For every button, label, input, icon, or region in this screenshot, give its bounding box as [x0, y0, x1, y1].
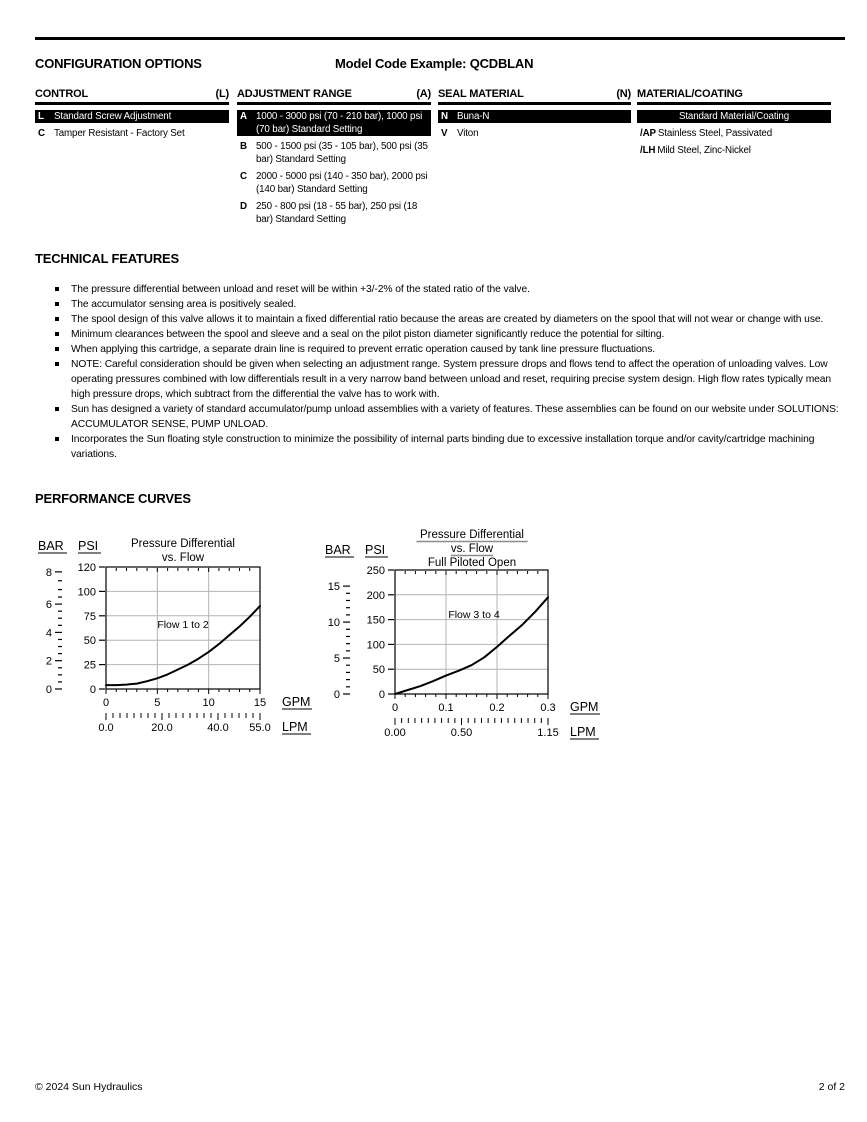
- gpm-tick-label: 0.2: [489, 702, 505, 714]
- option-label: Viton: [457, 128, 479, 139]
- column-title: MATERIAL/COATING: [637, 88, 743, 100]
- feature-bullet: [55, 282, 850, 297]
- config-column-material-coating: [637, 88, 831, 161]
- option-code: C: [38, 128, 45, 139]
- bar-unit-label: BAR: [325, 543, 351, 557]
- psi-tick-label: 150: [366, 614, 385, 627]
- option-code: L: [38, 111, 44, 122]
- option-label: Buna-N: [457, 111, 490, 122]
- column-code-letter: (A): [416, 88, 431, 100]
- feature-bullet: [55, 432, 850, 462]
- gpm-tick-label: 5: [154, 697, 161, 709]
- config-option-d: [237, 200, 431, 226]
- config-option-c: [237, 170, 431, 196]
- config-option-v: [438, 127, 631, 140]
- square-bullet-icon: [55, 347, 59, 351]
- psi-tick-label: 200: [366, 589, 385, 602]
- top-divider: [35, 37, 845, 40]
- psi-tick-label: 120: [77, 562, 96, 574]
- curve-label: Flow 1 to 2: [157, 619, 209, 631]
- psi-tick-label: 50: [83, 635, 96, 648]
- lpm-tick-label: 0.0: [98, 722, 114, 734]
- config-column-adjustment-range: [237, 88, 431, 230]
- lpm-tick-label: 1.15: [537, 727, 559, 739]
- psi-tick-label: 50: [372, 664, 385, 677]
- pressure-differential-vs-flow-chart: [30, 528, 322, 742]
- config-option-ap: [637, 127, 831, 140]
- psi-tick-label: 100: [366, 639, 385, 652]
- psi-tick-label: 75: [83, 610, 96, 623]
- feature-bullet: [55, 357, 850, 402]
- psi-tick-label: 0: [378, 689, 385, 701]
- option-label: 1000 - 3000 psi (70 - 210 bar), 1000 psi (70 bar) Standard Setting: [256, 111, 423, 135]
- technical-features-list: [55, 282, 850, 462]
- gpm-tick-label: 0: [102, 697, 110, 709]
- option-label: Standard Screw Adjustment: [54, 111, 172, 122]
- column-header: [237, 88, 431, 105]
- performance-curves-heading: PERFORMANCE CURVES: [35, 491, 191, 506]
- gpm-tick-label: 10: [202, 697, 215, 709]
- bar-tick-label: 15: [327, 581, 340, 594]
- feature-text: Minimum clearances between the spool and sleeve and a seal on the pilot piston diameter significantly reduce the potential for silting.: [71, 329, 665, 340]
- option-label: Tamper Resistant - Factory Set: [54, 128, 185, 139]
- feature-bullet: [55, 402, 850, 432]
- square-bullet-icon: [55, 332, 59, 336]
- curve-label: Flow 3 to 4: [448, 609, 500, 621]
- option-label: Standard Material/Coating: [678, 111, 790, 122]
- model-code-example: Model Code Example: QCDBLAN: [335, 56, 534, 71]
- column-title: CONTROL: [35, 88, 88, 100]
- column-code-letter: (L): [215, 88, 229, 100]
- psi-tick-label: 100: [77, 586, 96, 599]
- plot-area: [395, 570, 548, 694]
- chart-title: Pressure Differential: [131, 538, 235, 550]
- option-label: Stainless Steel, Passivated: [657, 128, 773, 139]
- option-code: D: [240, 201, 247, 212]
- psi-tick-label: 0: [89, 684, 96, 696]
- chart-title: Pressure Differential: [420, 529, 524, 541]
- bar-tick-label: 8: [45, 566, 52, 579]
- config-option-l: [35, 110, 229, 123]
- config-option-b: [237, 140, 431, 166]
- feature-bullet: [55, 342, 850, 357]
- gpm-tick-label: 0.3: [540, 702, 556, 714]
- flow-curve: [106, 606, 260, 685]
- feature-text: Incorporates the Sun floating style construction to minimize the possibility of internal parts binding due to excessive installation torque and/or cavity/cartridge machining variations.: [71, 434, 815, 460]
- config-option-lh: [637, 144, 831, 157]
- copyright-text: © 2024 Sun Hydraulics: [35, 1081, 143, 1093]
- square-bullet-icon: [55, 317, 59, 321]
- bar-tick-label: 0: [45, 684, 52, 696]
- column-header: [637, 88, 831, 105]
- bar-tick-label: 2: [45, 655, 52, 668]
- bar-tick-label: 10: [327, 617, 340, 630]
- option-label: Mild Steel, Zinc-Nickel: [657, 145, 751, 156]
- bar-tick-label: 4: [45, 627, 52, 640]
- chart-title: Full Piloted Open: [427, 557, 517, 569]
- column-title: SEAL MATERIAL: [438, 88, 524, 100]
- lpm-unit-label: LPM: [570, 725, 596, 739]
- column-header: [438, 88, 631, 105]
- square-bullet-icon: [55, 302, 59, 306]
- config-option-a: [237, 110, 431, 136]
- feature-text: The pressure differential between unload and reset will be within +3/-2% of the stated ratio of the valve.: [71, 284, 530, 295]
- feature-bullet: [55, 297, 850, 312]
- psi-tick-label: 25: [83, 659, 96, 672]
- column-title: ADJUSTMENT RANGE: [237, 88, 352, 100]
- gpm-tick-label: 0: [391, 702, 399, 714]
- option-label: 2000 - 5000 psi (140 - 350 bar), 2000 psi (140 bar) Standard Setting: [256, 171, 428, 195]
- column-header: [35, 88, 229, 105]
- feature-bullet: [55, 327, 850, 342]
- feature-text: NOTE: Careful consideration should be given when selecting an adjustment range. System pressure drops and flows tend to affect the operation of unloading valves. Low operating pressures combined with low differentials result in a very narrow band between unload and reset, requiring precise system design. High flow rates typically mean high pressure drops, which subtract from the differential the valve has to work with.: [71, 359, 832, 400]
- option-code: /LH: [640, 145, 656, 156]
- chart-title: vs. Flow: [161, 552, 205, 564]
- config-column-control: [35, 88, 229, 144]
- config-column-seal-material: [438, 88, 631, 144]
- bar-tick-label: 6: [45, 599, 52, 612]
- gpm-unit-label: GPM: [282, 695, 311, 709]
- chart-title: vs. Flow: [450, 543, 494, 555]
- bar-unit-label: BAR: [38, 539, 64, 553]
- option-code: V: [441, 128, 448, 139]
- feature-bullet: [55, 312, 850, 327]
- psi-unit-label: PSI: [78, 539, 99, 553]
- option-code: B: [240, 141, 247, 152]
- lpm-unit-label: LPM: [282, 720, 308, 734]
- config-option-c: [35, 127, 229, 140]
- option-code: /AP: [640, 128, 656, 139]
- column-code-letter: (N): [616, 88, 631, 100]
- option-code: C: [240, 171, 247, 182]
- option-code: N: [441, 111, 448, 122]
- square-bullet-icon: [55, 437, 59, 441]
- bar-tick-label: 5: [333, 653, 340, 666]
- option-code: A: [240, 111, 247, 122]
- bar-tick-label: 0: [333, 689, 340, 701]
- feature-text: The spool design of this valve allows it to maintain a fixed differential ratio because the areas are created by diameters on the spool that will not wear or change with use.: [71, 314, 824, 325]
- config-option-n: [438, 110, 631, 123]
- square-bullet-icon: [55, 287, 59, 291]
- lpm-tick-label: 40.0: [207, 722, 229, 734]
- square-bullet-icon: [55, 362, 59, 366]
- gpm-unit-label: GPM: [570, 700, 599, 714]
- gpm-tick-label: 0.1: [438, 702, 454, 714]
- pressure-differential-full-piloted-open-chart: [316, 520, 616, 746]
- feature-text: When applying this cartridge, a separate drain line is required to prevent erratic operation caused by tank line pressure fluctuations.: [71, 344, 656, 355]
- lpm-tick-label: 0.50: [450, 727, 473, 739]
- feature-text: The accumulator sensing area is positively sealed.: [71, 299, 297, 310]
- lpm-tick-label: 55.0: [249, 722, 271, 734]
- psi-tick-label: 250: [366, 565, 385, 577]
- configuration-columns: [35, 88, 847, 248]
- psi-unit-label: PSI: [365, 543, 386, 557]
- technical-features-heading: TECHNICAL FEATURES: [35, 251, 179, 266]
- lpm-tick-label: 0.00: [384, 727, 406, 739]
- configuration-options-heading: CONFIGURATION OPTIONS: [35, 56, 202, 71]
- page-number: 2 of 2: [818, 1081, 845, 1093]
- option-label: 250 - 800 psi (18 - 55 bar), 250 psi (18 bar) Standard Setting: [256, 201, 418, 225]
- lpm-tick-label: 20.0: [151, 722, 173, 734]
- gpm-tick-label: 15: [253, 697, 267, 709]
- option-label: 500 - 1500 psi (35 - 105 bar), 500 psi (35 bar) Standard Setting: [256, 141, 428, 165]
- square-bullet-icon: [55, 407, 59, 411]
- config-option-standard-material-coatin: [637, 110, 831, 123]
- feature-text: Sun has designed a variety of standard accumulator/pump unload assemblies with a variety of features. These assemblies can be found on our website under SOLUTIONS: ACCUMULATOR SENSE, PUMP UNLOAD.: [71, 404, 839, 430]
